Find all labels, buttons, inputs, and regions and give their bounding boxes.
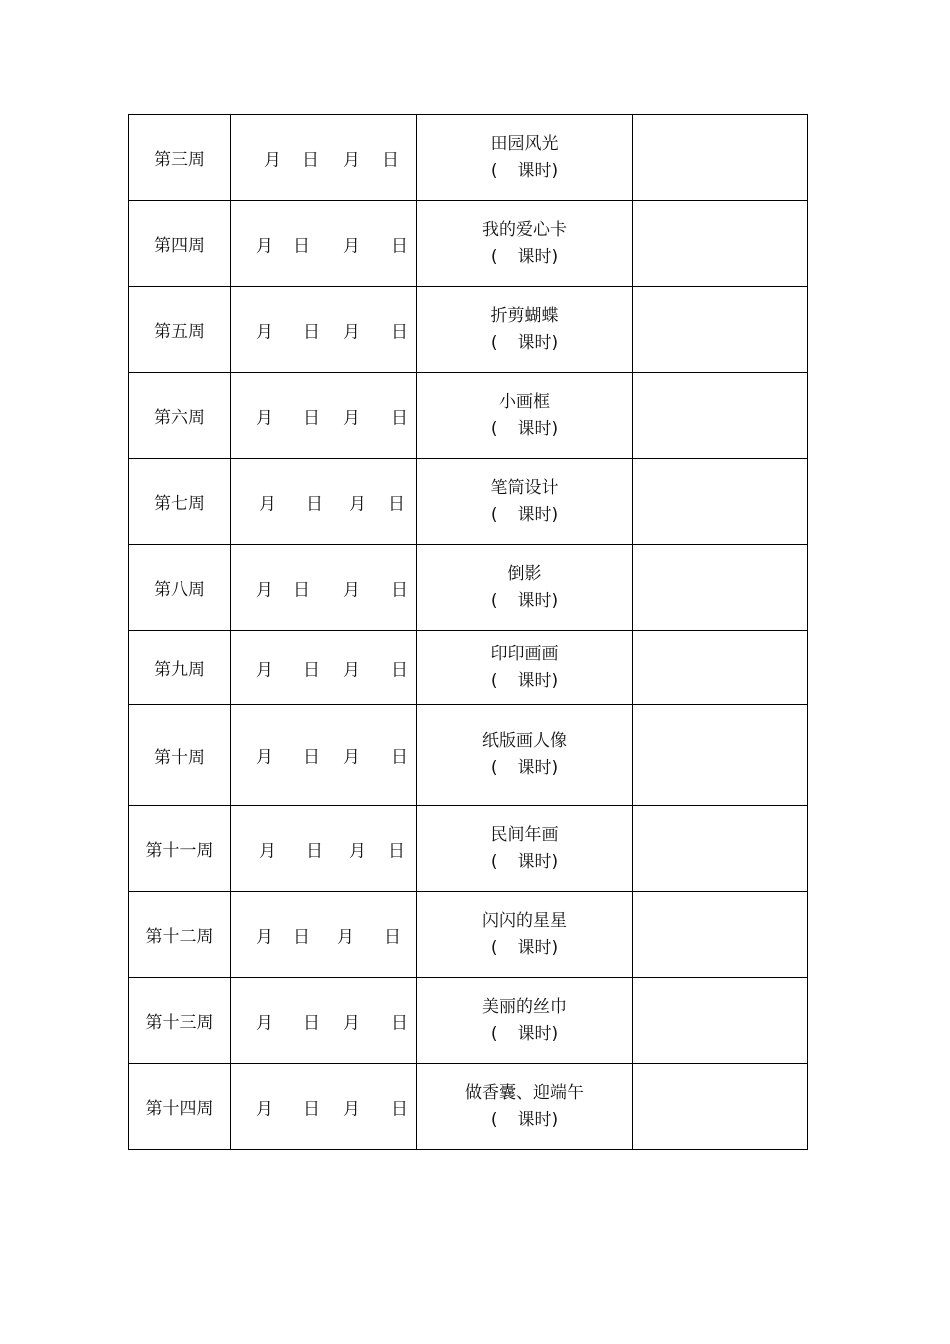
week-cell: 第七周 xyxy=(129,459,231,545)
start-month-label: 月 xyxy=(256,747,273,768)
weekly-schedule-table xyxy=(128,114,808,1150)
table-row xyxy=(129,892,808,978)
hours-text[interactable]: 课时) xyxy=(517,590,559,611)
week-cell: 第八周 xyxy=(129,545,231,631)
week-cell: 第十三周 xyxy=(129,978,231,1064)
table-row xyxy=(129,545,808,631)
table-row xyxy=(129,631,808,705)
lesson-cell xyxy=(417,978,633,1064)
hours-open-paren: ( xyxy=(490,758,498,778)
start-month-label: 月 xyxy=(259,841,276,861)
end-day-label: 日 xyxy=(391,1099,408,1119)
start-day-label: 日 xyxy=(303,1099,320,1119)
lesson-hours xyxy=(417,330,632,357)
date-range-cell[interactable] xyxy=(231,201,417,287)
lesson-title: 我的爱心卡 xyxy=(482,219,567,240)
lesson-hours xyxy=(417,416,632,443)
end-month-label: 月 xyxy=(349,494,366,514)
lesson-hours xyxy=(417,244,632,271)
lesson-title: 笔筒设计 xyxy=(490,477,559,498)
lesson-cell xyxy=(417,115,633,201)
start-month-label: 月 xyxy=(256,236,273,256)
hours-text[interactable]: 课时) xyxy=(517,851,559,872)
start-day-label: 日 xyxy=(303,408,320,428)
week-cell: 第十一周 xyxy=(129,806,231,892)
hours-open-paren: ( xyxy=(490,937,498,958)
notes-cell[interactable] xyxy=(633,1064,808,1150)
end-day-label: 日 xyxy=(384,927,401,947)
hours-open-paren: ( xyxy=(490,670,498,691)
end-month-label: 月 xyxy=(337,927,354,947)
notes-cell[interactable] xyxy=(633,631,808,705)
date-range-cell[interactable] xyxy=(231,892,417,978)
lesson-title: 小画框 xyxy=(499,391,550,412)
start-day-label: 日 xyxy=(293,236,310,256)
hours-text[interactable]: 课时) xyxy=(517,332,559,353)
start-day-label: 日 xyxy=(306,494,323,514)
table-row xyxy=(129,459,808,545)
hours-open-paren: ( xyxy=(490,851,498,872)
hours-text[interactable]: 课时) xyxy=(517,246,559,267)
hours-open-paren: ( xyxy=(490,504,498,525)
date-range-cell[interactable] xyxy=(231,459,417,545)
date-range-cell[interactable] xyxy=(231,287,417,373)
lesson-cell xyxy=(417,631,633,705)
lesson-title: 折剪蝴蝶 xyxy=(490,305,559,326)
start-day-label: 日 xyxy=(303,660,320,680)
lesson-cell xyxy=(417,545,633,631)
table-row xyxy=(129,115,808,201)
lesson-title: 田园风光 xyxy=(490,133,559,154)
hours-text[interactable]: 课时) xyxy=(517,670,559,691)
week-cell: 第五周 xyxy=(129,287,231,373)
table-row xyxy=(129,287,808,373)
end-day-label: 日 xyxy=(388,494,405,514)
lesson-cell xyxy=(417,705,633,806)
notes-cell[interactable] xyxy=(633,459,808,545)
date-range-cell[interactable] xyxy=(231,631,417,705)
notes-cell[interactable] xyxy=(633,705,808,806)
lesson-cell xyxy=(417,287,633,373)
lesson-cell xyxy=(417,806,633,892)
lesson-title: 闪闪的星星 xyxy=(482,910,567,931)
notes-cell[interactable] xyxy=(633,373,808,459)
start-month-label: 月 xyxy=(256,580,273,600)
hours-open-paren: ( xyxy=(490,160,498,181)
end-day-label: 日 xyxy=(382,150,399,170)
hours-text[interactable]: 课时) xyxy=(517,937,559,958)
end-day-label: 日 xyxy=(391,747,408,768)
table-row xyxy=(129,978,808,1064)
start-month-label: 月 xyxy=(256,322,273,342)
date-range-cell[interactable] xyxy=(231,705,417,806)
start-month-label: 月 xyxy=(256,408,273,428)
end-month-label: 月 xyxy=(343,660,360,680)
end-day-label: 日 xyxy=(388,841,405,861)
date-range-cell[interactable] xyxy=(231,545,417,631)
notes-cell[interactable] xyxy=(633,978,808,1064)
end-month-label: 月 xyxy=(343,1099,360,1119)
start-month-label: 月 xyxy=(259,494,276,514)
week-cell: 第十四周 xyxy=(129,1064,231,1150)
hours-open-paren: ( xyxy=(490,418,498,439)
notes-cell[interactable] xyxy=(633,201,808,287)
hours-text[interactable]: 课时) xyxy=(517,418,559,439)
week-cell: 第三周 xyxy=(129,115,231,201)
week-cell: 第六周 xyxy=(129,373,231,459)
lesson-hours xyxy=(417,502,632,529)
date-range-cell[interactable] xyxy=(231,1064,417,1150)
end-month-label: 月 xyxy=(343,1013,360,1033)
start-month-label: 月 xyxy=(256,927,273,947)
lesson-title: 纸版画人像 xyxy=(482,731,567,751)
lesson-cell xyxy=(417,201,633,287)
lesson-title: 美丽的丝巾 xyxy=(482,996,567,1017)
start-day-label: 日 xyxy=(303,322,320,342)
week-cell: 第四周 xyxy=(129,201,231,287)
start-day-label: 日 xyxy=(303,747,320,768)
lesson-hours xyxy=(417,588,632,615)
table-row xyxy=(129,806,808,892)
table-row xyxy=(129,201,808,287)
date-range-cell[interactable] xyxy=(231,806,417,892)
schedule-body xyxy=(129,115,808,1150)
lesson-hours xyxy=(417,849,632,876)
hours-text[interactable]: 课时) xyxy=(517,758,559,778)
date-range-cell[interactable] xyxy=(231,115,417,201)
lesson-cell xyxy=(417,373,633,459)
lesson-cell xyxy=(417,1064,633,1150)
end-day-label: 日 xyxy=(391,236,408,256)
week-cell: 第十二周 xyxy=(129,892,231,978)
lesson-title: 民间年画 xyxy=(490,824,559,845)
end-day-label: 日 xyxy=(391,408,408,428)
end-month-label: 月 xyxy=(343,150,360,170)
end-month-label: 月 xyxy=(343,580,360,600)
end-day-label: 日 xyxy=(391,580,408,600)
notes-cell[interactable] xyxy=(633,287,808,373)
hours-open-paren: ( xyxy=(490,246,498,267)
lesson-hours xyxy=(417,935,632,962)
start-day-label: 日 xyxy=(302,150,319,170)
date-range-cell[interactable] xyxy=(231,373,417,459)
table-row xyxy=(129,373,808,459)
hours-open-paren: ( xyxy=(490,1023,498,1044)
start-month-label: 月 xyxy=(256,660,273,680)
notes-cell[interactable] xyxy=(633,892,808,978)
hours-open-paren: ( xyxy=(490,590,498,611)
start-day-label: 日 xyxy=(303,1013,320,1033)
end-day-label: 日 xyxy=(391,1013,408,1033)
lesson-hours xyxy=(417,668,632,695)
date-range-cell[interactable] xyxy=(231,978,417,1064)
start-month-label: 月 xyxy=(264,150,281,170)
end-month-label: 月 xyxy=(343,236,360,256)
week-cell: 第九周 xyxy=(129,631,231,705)
start-day-label: 日 xyxy=(293,927,310,947)
lesson-hours xyxy=(417,1107,632,1134)
start-day-label: 日 xyxy=(293,580,310,600)
lesson-hours xyxy=(417,158,632,185)
lesson-title: 做香囊、迎端午 xyxy=(465,1082,584,1103)
table-row xyxy=(129,705,808,806)
end-month-label: 月 xyxy=(343,408,360,428)
notes-cell[interactable] xyxy=(633,545,808,631)
start-month-label: 月 xyxy=(256,1099,273,1119)
end-day-label: 日 xyxy=(391,322,408,342)
hours-open-paren: ( xyxy=(490,332,498,353)
end-month-label: 月 xyxy=(343,747,360,768)
hours-text[interactable]: 课时) xyxy=(517,1023,559,1044)
start-day-label: 日 xyxy=(306,841,323,861)
lesson-title: 倒影 xyxy=(507,563,542,584)
end-day-label: 日 xyxy=(391,660,408,680)
notes-cell[interactable] xyxy=(633,115,808,201)
lesson-hours xyxy=(417,755,632,782)
table-row xyxy=(129,1064,808,1150)
lesson-cell xyxy=(417,892,633,978)
hours-text[interactable]: 课时) xyxy=(517,1109,559,1130)
notes-cell[interactable] xyxy=(633,806,808,892)
lesson-title: 印印画画 xyxy=(490,643,559,664)
hours-text[interactable]: 课时) xyxy=(517,160,559,181)
start-month-label: 月 xyxy=(256,1013,273,1033)
lesson-hours xyxy=(417,1021,632,1048)
week-cell: 第十周 xyxy=(129,705,231,806)
lesson-cell xyxy=(417,459,633,545)
hours-text[interactable]: 课时) xyxy=(517,504,559,525)
end-month-label: 月 xyxy=(343,322,360,342)
hours-open-paren: ( xyxy=(490,1109,498,1130)
end-month-label: 月 xyxy=(349,841,366,861)
